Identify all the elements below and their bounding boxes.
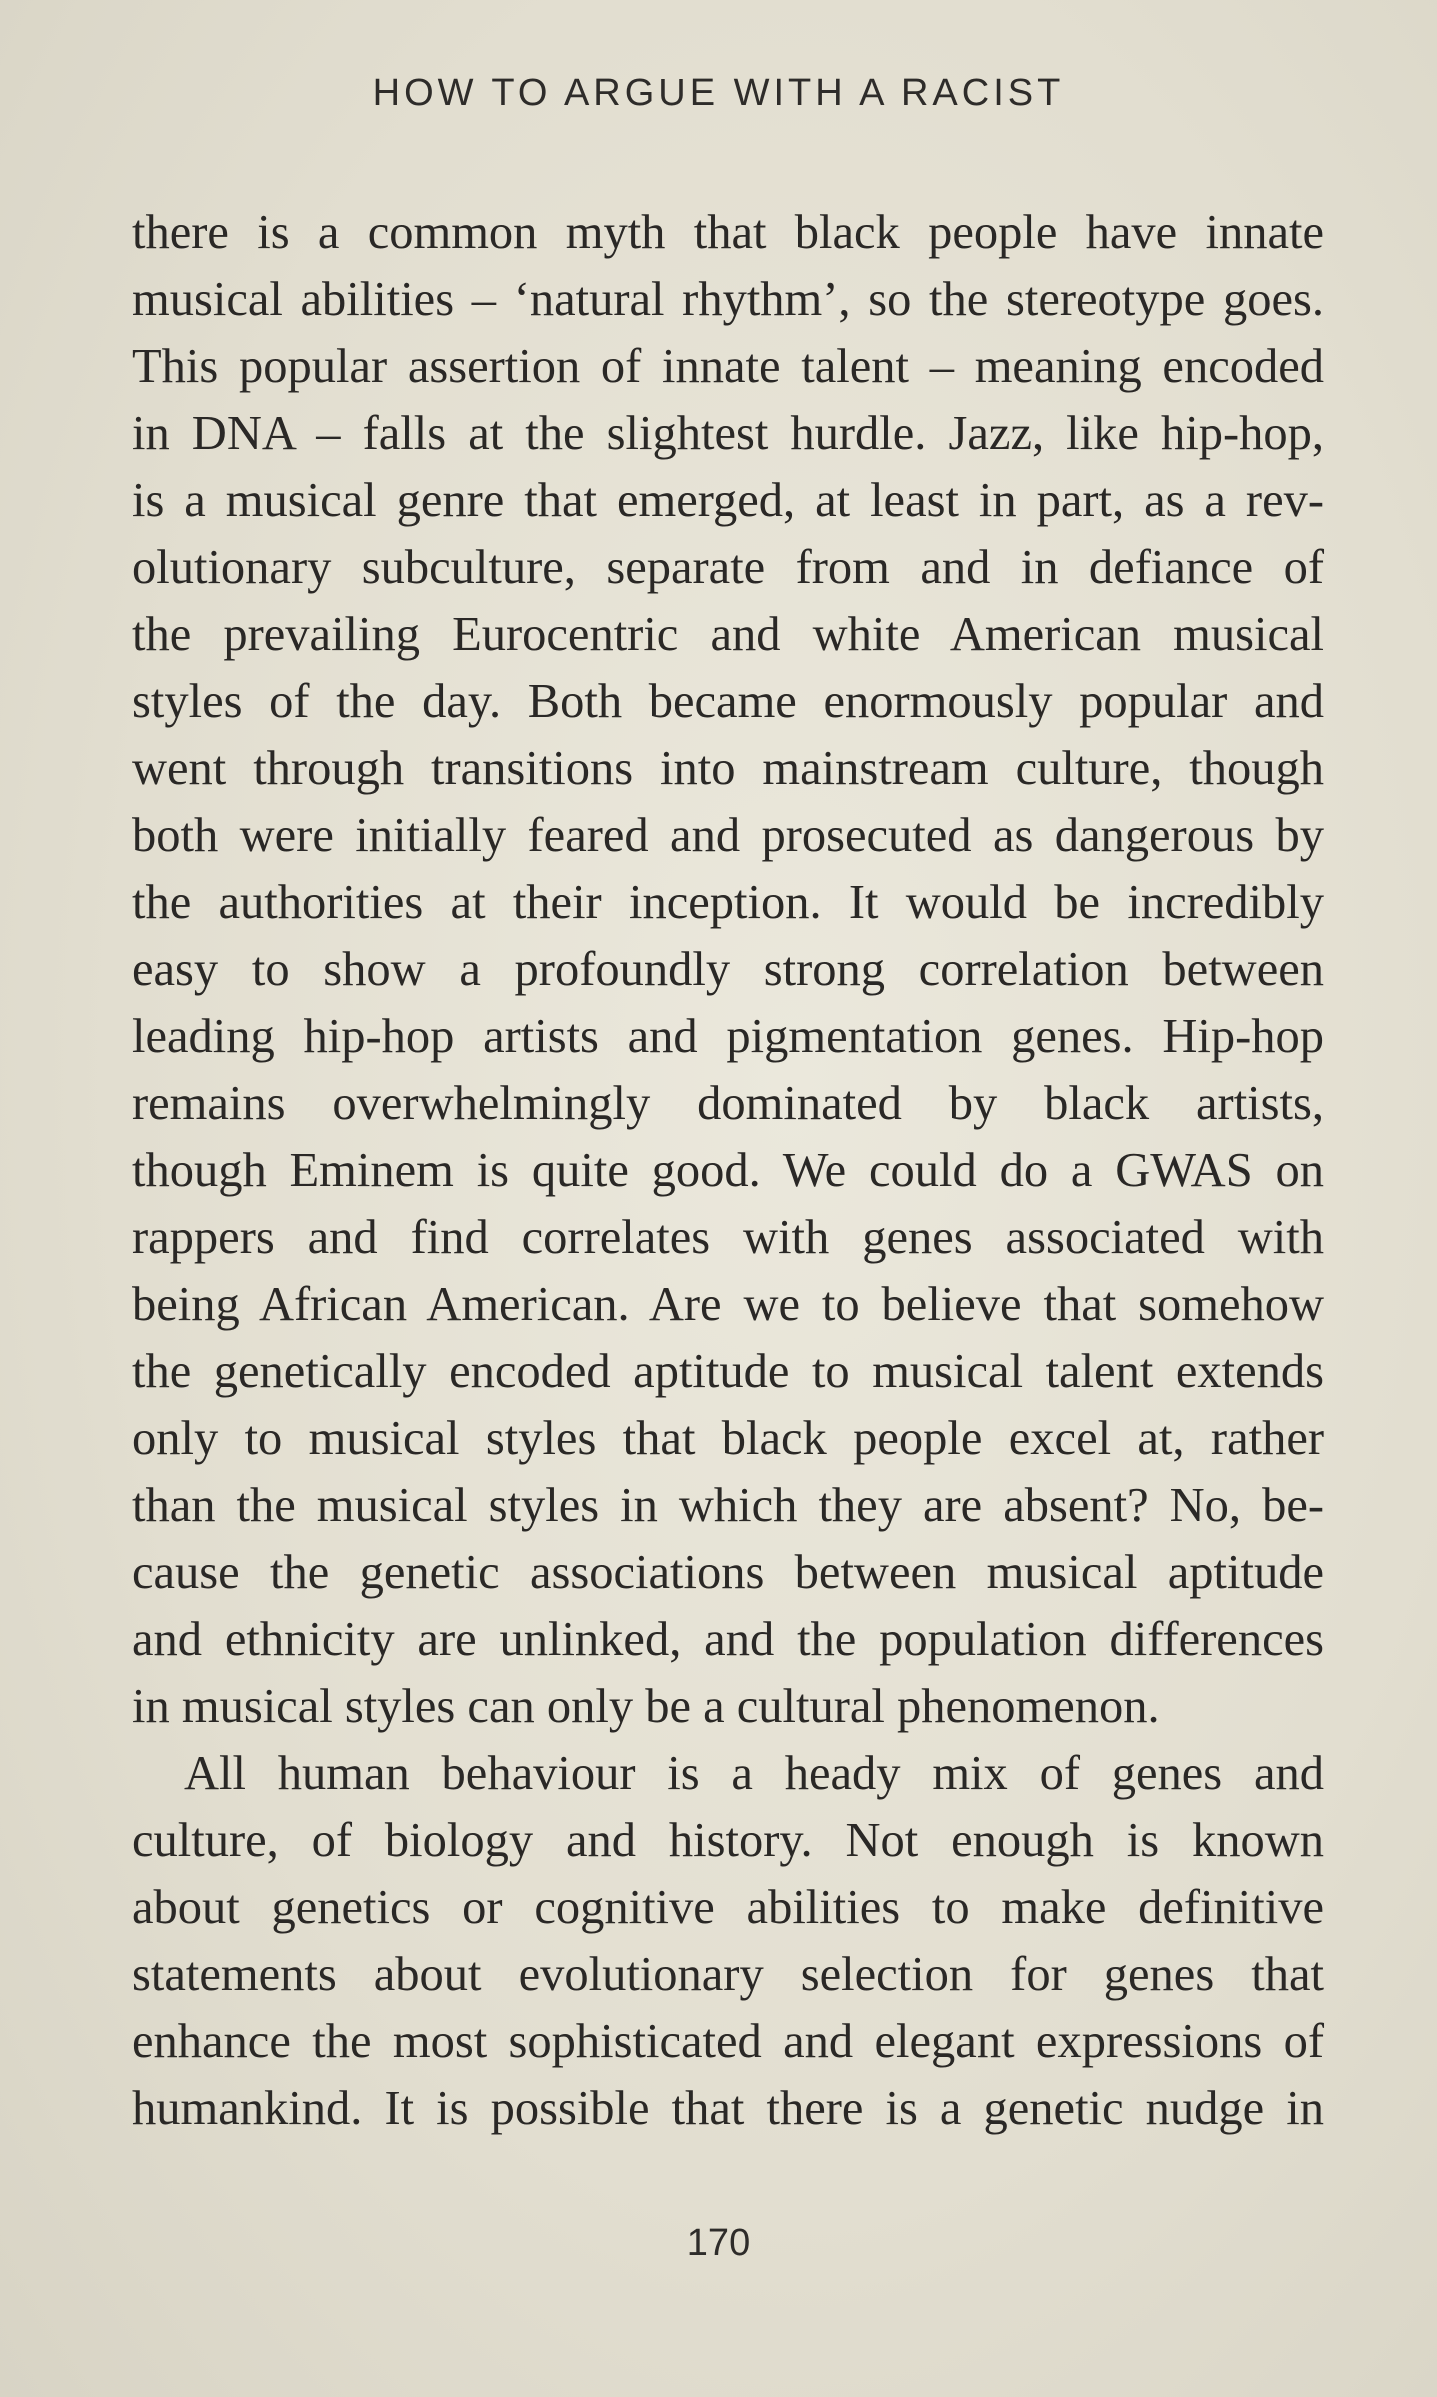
text-line: styles of the day. Both became enormously popular and xyxy=(132,675,1324,728)
text-line: This popular assertion of innate talent – meaning encoded xyxy=(132,340,1324,393)
text-line: in DNA – falls at the slightest hurdle. Jazz, like hip-hop, xyxy=(132,407,1324,460)
text-line: rappers and find correlates with genes associated with xyxy=(132,1211,1324,1264)
text-line: being African American. Are we to believe that somehow xyxy=(132,1278,1324,1331)
text-line: statements about evolutionary selection for genes that xyxy=(132,1948,1324,2001)
text-line: is a musical genre that emerged, at least in part, as a rev- xyxy=(132,474,1324,527)
text-line: the genetically encoded aptitude to musical talent extends xyxy=(132,1345,1324,1398)
text-line: about genetics or cognitive abilities to make definitive xyxy=(132,1881,1324,1934)
text-line: easy to show a profoundly strong correlation between xyxy=(132,943,1324,996)
text-line: remains overwhelmingly dominated by black artists, xyxy=(132,1077,1324,1130)
text-line: cause the genetic associations between musical aptitude xyxy=(132,1546,1324,1599)
page-number: 170 xyxy=(686,2222,751,2264)
text-line: the prevailing Eurocentric and white American musical xyxy=(132,608,1324,661)
text-line: only to musical styles that black people excel at, rather xyxy=(132,1412,1324,1465)
text-line: olutionary subculture, separate from and in defiance of xyxy=(132,541,1324,594)
text-line: and ethnicity are unlinked, and the population differences xyxy=(132,1613,1324,1666)
text-line: there is a common myth that black people have innate xyxy=(132,206,1324,259)
running-head: HOW TO ARGUE WITH A RACIST xyxy=(372,72,1065,114)
text-line: musical abilities – ‘natural rhythm’, so the stereotype goes. xyxy=(132,273,1324,326)
text-line: went through transitions into mainstream culture, though xyxy=(132,742,1324,795)
text-line: All human behaviour is a heady mix of genes and xyxy=(184,1747,1324,1800)
text-line: though Eminem is quite good. We could do a GWAS on xyxy=(132,1144,1324,1197)
body-text xyxy=(132,199,1324,2142)
text-line: both were initially feared and prosecuted as dangerous by xyxy=(132,809,1324,862)
text-line: in musical styles can only be a cultural phenomenon. xyxy=(132,1680,1160,1733)
text-line: than the musical styles in which they are absent? No, be- xyxy=(132,1479,1324,1532)
text-line: humankind. It is possible that there is a genetic nudge in xyxy=(132,2082,1324,2135)
text-line: culture, of biology and history. Not enough is known xyxy=(132,1814,1324,1867)
text-line: the authorities at their inception. It would be incredibly xyxy=(132,876,1324,929)
text-line: enhance the most sophisticated and elegant expressions of xyxy=(132,2015,1324,2068)
text-line: leading hip-hop artists and pigmentation genes. Hip-hop xyxy=(132,1010,1324,1063)
